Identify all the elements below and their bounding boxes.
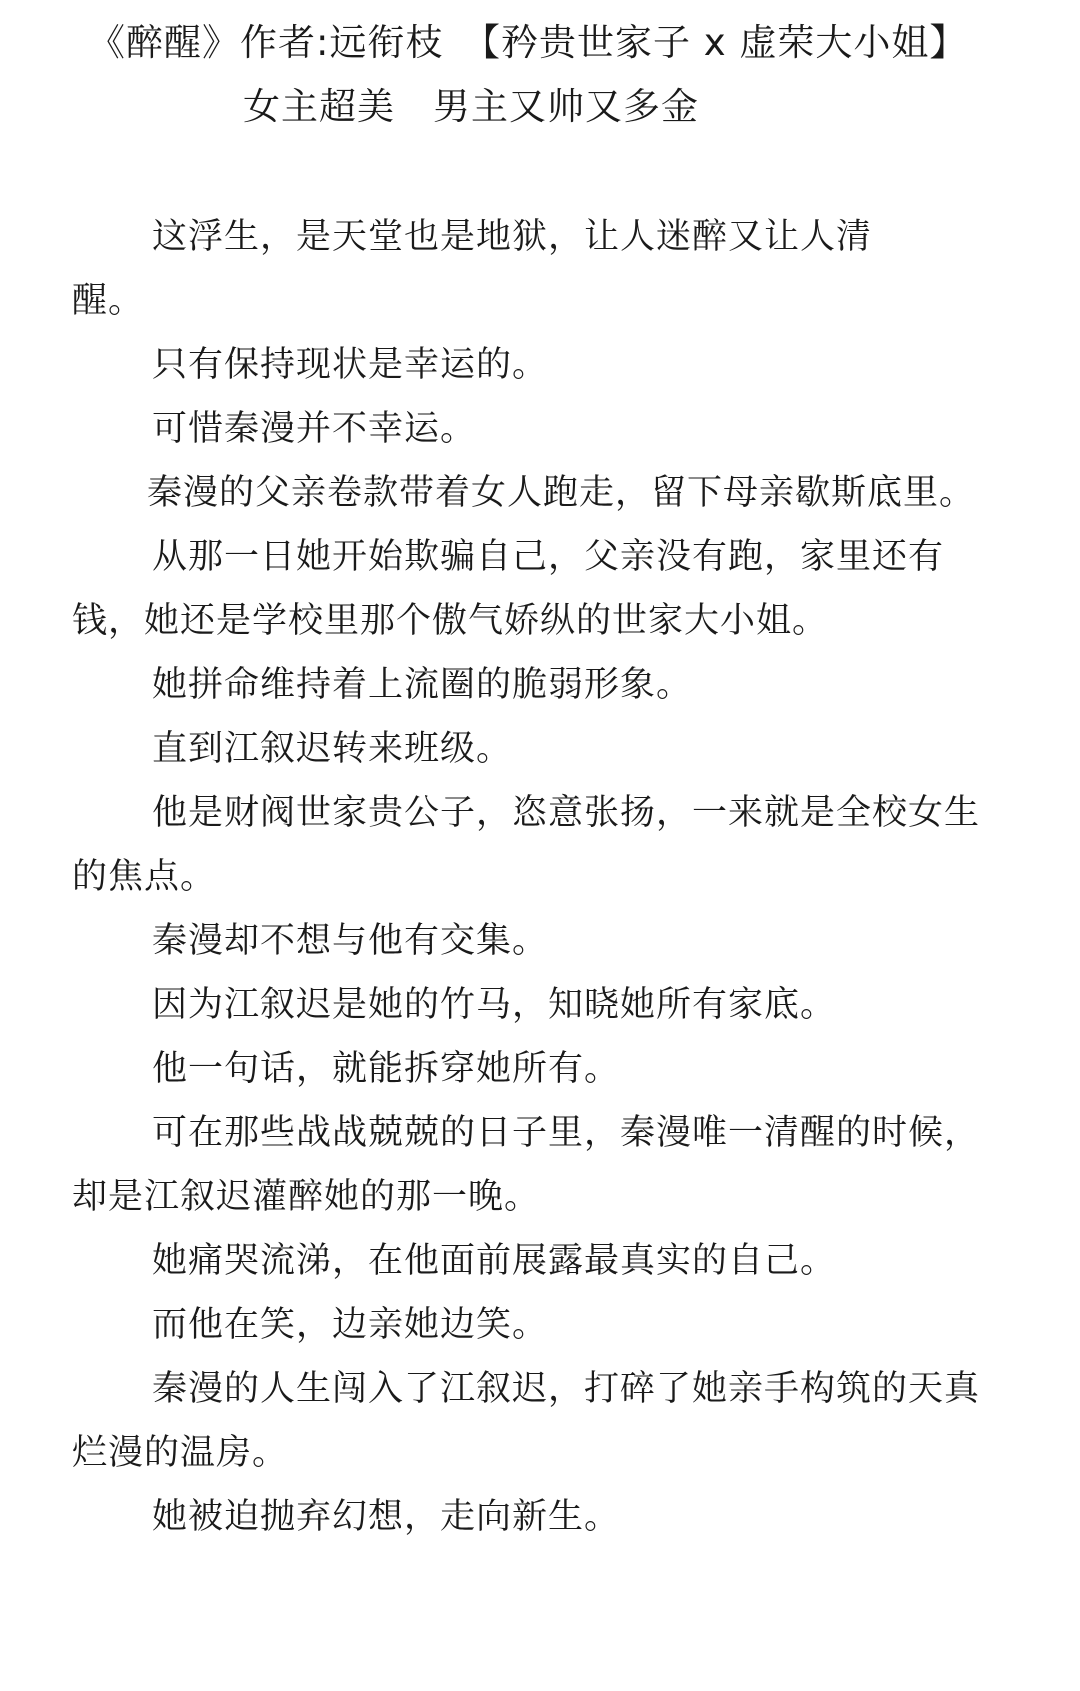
paragraph-15: 秦漫的人生闯入了江叙迟，打碎了她亲手构筑的天真烂漫的温房。 [72,1369,981,1473]
paragraph-14: 而他在笑，边亲她边笑。 [152,1305,549,1345]
book-title-line: 《醉醒》作者:远衔枝 【矜贵世家子 x 虚荣大小姐】 [88,21,968,64]
paragraph-11: 他一句话，就能拆穿她所有。 [152,1049,621,1089]
paragraph-13: 她痛哭流涕，在他面前展露最真实的自己。 [152,1241,837,1281]
synopsis-body [72,205,1022,1549]
paragraph-1: 这浮生，是天堂也是地狱，让人迷醉又让人清醒。 [72,217,873,321]
paragraph-6: 她拼命维持着上流圈的脆弱形象。 [152,665,693,705]
paragraph-5: 从那一日她开始欺骗自己，父亲没有跑，家里还有钱，她还是学校里那个傲气娇纵的世家大小姐。 [72,537,945,641]
paragraph-10: 因为江叙迟是她的竹马，知晓她所有家底。 [152,985,837,1025]
paragraph-7: 直到江叙迟转来班级。 [152,729,513,769]
paragraph-8: 他是财阀世家贵公子，恣意张扬，一来就是全校女生的焦点。 [72,793,981,897]
paragraph-4: 秦漫的父亲卷款带着女人跑走，留下母亲歇斯底里。 [147,473,976,513]
paragraph-12: 可在那些战战兢兢的日子里，秦漫唯一清醒的时候，却是江叙迟灌醉她的那一晚。 [72,1113,981,1217]
paragraph-3: 可惜秦漫并不幸运。 [152,409,477,449]
paragraph-9: 秦漫却不想与他有交集。 [152,921,549,961]
paragraph-16: 她被迫抛弃幻想，走向新生。 [152,1497,621,1537]
book-tagline: 女主超美 男主又帅又多金 [243,85,699,128]
paragraph-2: 只有保持现状是幸运的。 [152,345,549,385]
